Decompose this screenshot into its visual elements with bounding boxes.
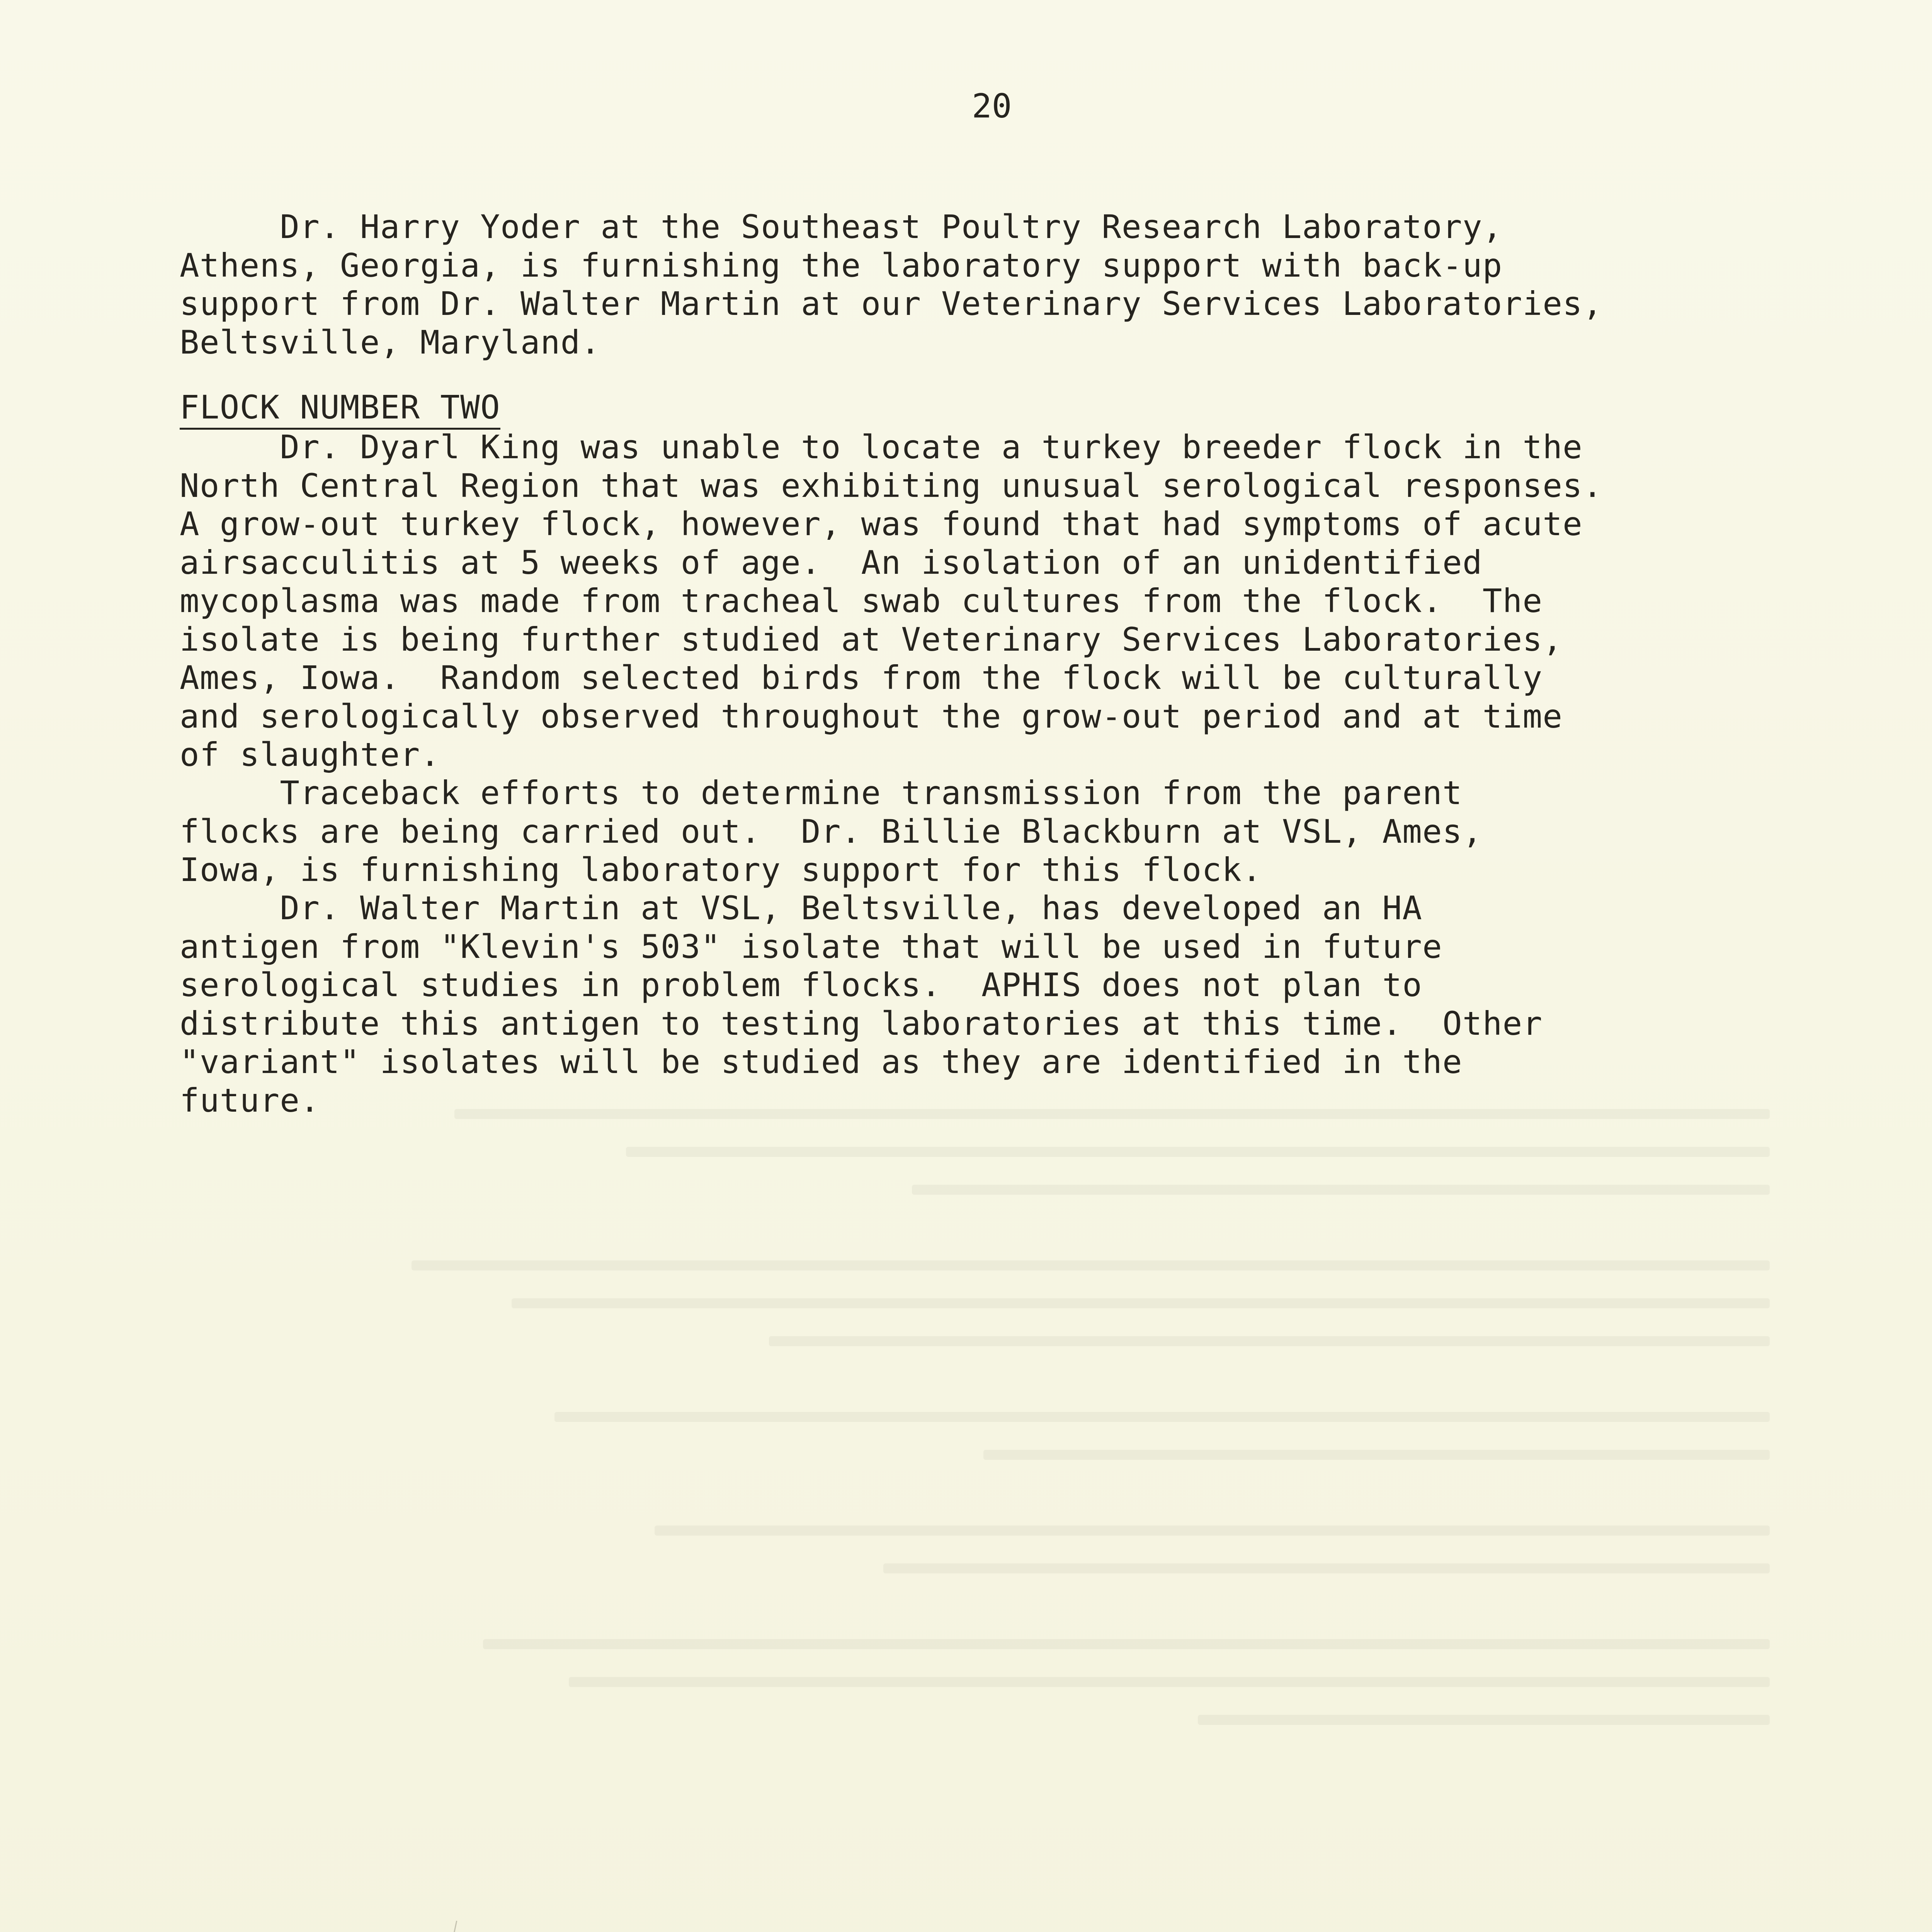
text-line: Ames, Iowa. Random selected birds from the flock will be culturally <box>180 659 1543 697</box>
paragraph-king <box>180 428 1864 774</box>
text-line: Athens, Georgia, is furnishing the laboratory support with back-up <box>180 246 1503 284</box>
text-line: Dr. Harry Yoder at the Southeast Poultry Research Laboratory, <box>180 208 1503 246</box>
paragraph-martin <box>180 889 1864 1120</box>
text-line: flocks are being carried out. Dr. Billie Blackburn at VSL, Ames, <box>180 812 1483 850</box>
text-line: support from Dr. Walter Martin at our Veterinary Services Laboratories, <box>180 285 1603 323</box>
text-line: Iowa, is furnishing laboratory support for this flock. <box>180 851 1262 889</box>
text-line: A grow-out turkey flock, however, was found that had symptoms of acute <box>180 505 1583 543</box>
text-line: mycoplasma was made from tracheal swab cultures from the flock. The <box>180 582 1543 620</box>
text-line: "variant" isolates will be studied as they are identified in the <box>180 1043 1463 1081</box>
section-heading: FLOCK NUMBER TWO <box>180 388 500 430</box>
pencil-mark <box>448 1921 457 1932</box>
text-line: serological studies in problem flocks. APHIS does not plan to <box>180 966 1423 1004</box>
text-line: Dr. Dyarl King was unable to locate a turkey breeder flock in the <box>180 428 1583 466</box>
text-line: North Central Region that was exhibiting unusual serological responses. <box>180 466 1603 505</box>
text-line: antigen from "Klevin's 503" isolate that will be used in future <box>180 927 1442 966</box>
text-line: isolate is being further studied at Veterinary Services Laboratories, <box>180 620 1563 658</box>
text-line: distribute this antigen to testing laboratories at this time. Other <box>180 1004 1543 1043</box>
reverse-side-show-through <box>340 1109 1770 1843</box>
text-line: future. <box>180 1081 320 1119</box>
text-line: Dr. Walter Martin at VSL, Beltsville, has developed an HA <box>180 889 1423 927</box>
paragraph-traceback <box>180 774 1864 889</box>
text-line: Traceback efforts to determine transmission from the parent <box>180 774 1463 812</box>
text-line: Beltsville, Maryland. <box>180 323 601 361</box>
text-line: airsacculitis at 5 weeks of age. An isolation of an unidentified <box>180 543 1483 582</box>
text-line: and serologically observed throughout the grow-out period and at time <box>180 697 1563 735</box>
paragraph-yoder <box>180 208 1864 362</box>
text-line: of slaughter. <box>180 736 440 774</box>
page-number: 20 <box>972 87 1012 126</box>
